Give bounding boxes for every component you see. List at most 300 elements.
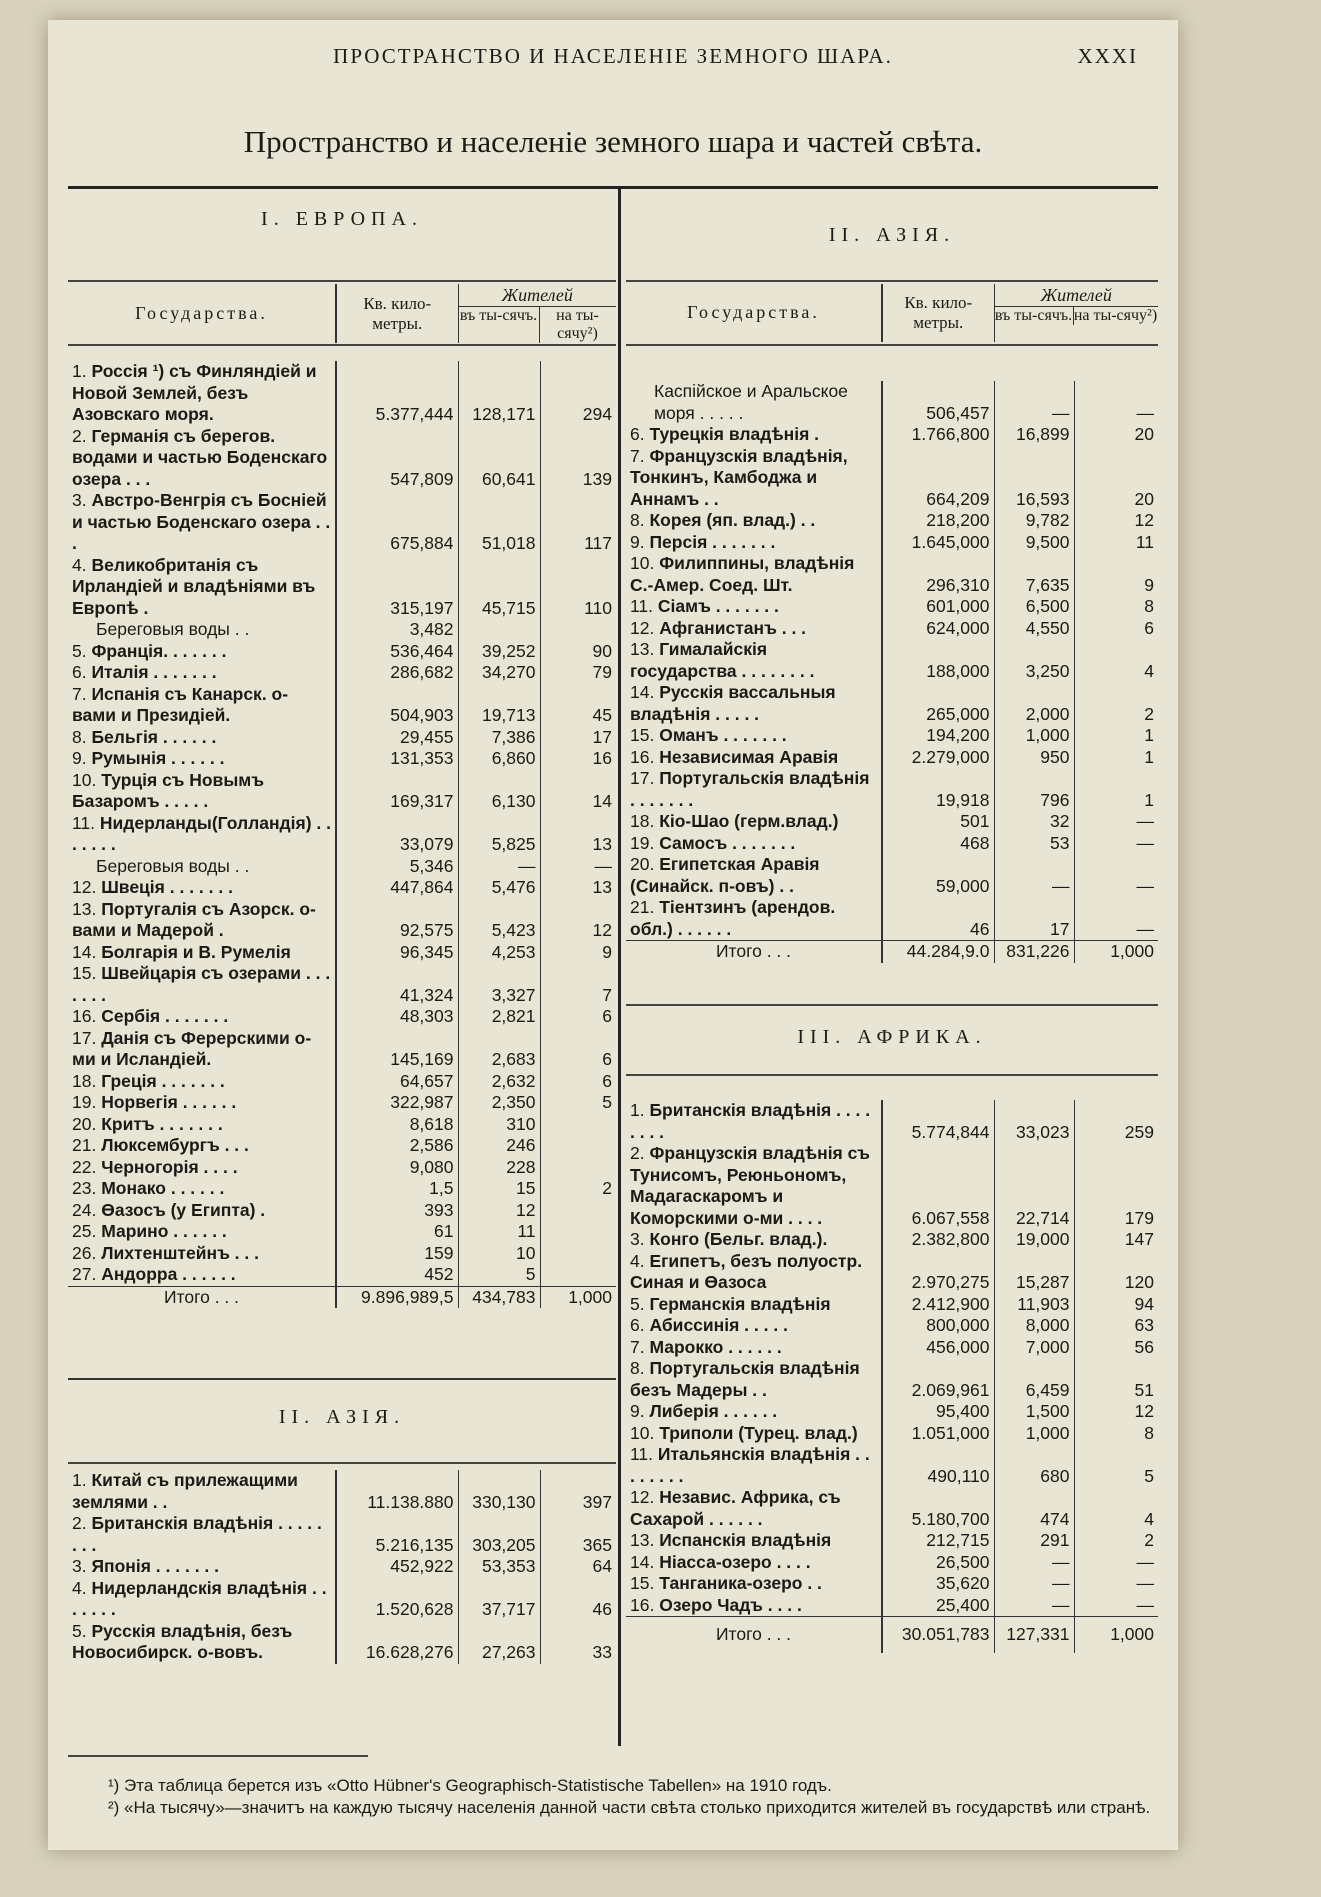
asia-right-per: 6 bbox=[1074, 618, 1158, 640]
asia-left-area: 16.628,276 bbox=[336, 1621, 458, 1664]
asia-left-top-rule bbox=[68, 1378, 616, 1380]
asia-right-name bbox=[626, 510, 882, 532]
state-name: Данія съ Ферерскими о-ми и Исландіей. bbox=[72, 1027, 312, 1069]
row-number: 27. bbox=[72, 1264, 102, 1284]
row-number: 1. bbox=[72, 361, 92, 381]
europe-pop: 310 bbox=[458, 1114, 540, 1136]
asia-left-area: 11.138.880 bbox=[336, 1470, 458, 1513]
europe-per: 139 bbox=[540, 426, 616, 491]
europe-total-pop: 434,783 bbox=[458, 1286, 540, 1308]
asia-right-pop: 1,000 bbox=[994, 725, 1074, 747]
africa-pop: — bbox=[994, 1573, 1074, 1595]
asia-right-name bbox=[626, 532, 882, 554]
asia-left-name bbox=[68, 1556, 336, 1578]
state-name: Андорра . . . . . . bbox=[101, 1264, 236, 1284]
right-column bbox=[626, 196, 1158, 1644]
europe-name bbox=[68, 1114, 336, 1136]
africa-total-area: 30.051,783 bbox=[882, 1617, 994, 1653]
europe-area: 536,464 bbox=[336, 641, 458, 663]
row-number: 2. bbox=[72, 1513, 92, 1533]
africa-row bbox=[626, 1251, 1158, 1294]
state-name: Швейцарія съ озерами . . . . . . . bbox=[72, 963, 331, 1005]
asia-right-area: 188,000 bbox=[882, 639, 994, 682]
europe-pop: 3,327 bbox=[458, 963, 540, 1006]
africa-area: 95,400 bbox=[882, 1401, 994, 1423]
europe-name bbox=[68, 963, 336, 1006]
asia-left-pop: 27,263 bbox=[458, 1621, 540, 1664]
europe-pop: 5,476 bbox=[458, 877, 540, 899]
row-number: 4. bbox=[72, 1577, 92, 1598]
state-name: Итальянскія владѣнія . . . . . . . . bbox=[630, 1444, 870, 1486]
asia-right-row bbox=[626, 811, 1158, 833]
europe-area: 145,169 bbox=[336, 1028, 458, 1071]
row-number: 17. bbox=[630, 768, 660, 788]
asia-right-per: 2 bbox=[1074, 682, 1158, 725]
asia-right-per: 1 bbox=[1074, 725, 1158, 747]
asia-right-row bbox=[626, 639, 1158, 682]
row-number: 6. bbox=[630, 1315, 650, 1335]
state-name: Египетская Аравія (Синайск. п-овъ) . . bbox=[630, 854, 820, 896]
europe-row bbox=[68, 662, 616, 684]
europe-pop: 2,350 bbox=[458, 1092, 540, 1114]
europe-area: 169,317 bbox=[336, 770, 458, 813]
africa-row bbox=[626, 1337, 1158, 1359]
row-number: 24. bbox=[72, 1199, 102, 1220]
europe-row bbox=[68, 641, 616, 663]
europe-pop: 6,130 bbox=[458, 770, 540, 813]
europe-per: 14 bbox=[540, 770, 616, 813]
europe-row bbox=[68, 877, 616, 899]
africa-per: 4 bbox=[1074, 1487, 1158, 1530]
africa-row bbox=[626, 1401, 1158, 1423]
africa-pop: 1,000 bbox=[994, 1423, 1074, 1445]
asia-right-name bbox=[626, 618, 882, 640]
row-number: 8. bbox=[72, 726, 92, 747]
row-number: 19. bbox=[72, 1092, 102, 1112]
africa-total-per: 1,000 bbox=[1074, 1617, 1158, 1653]
asia-right-pop: 950 bbox=[994, 747, 1074, 769]
africa-name bbox=[626, 1401, 882, 1423]
state-name: Турецкія владѣнія . bbox=[649, 424, 820, 444]
asia-left-row bbox=[68, 1578, 616, 1621]
state-name: Тіентзинъ (арендов. обл.) . . . . . . bbox=[630, 897, 836, 939]
africa-area: 25,400 bbox=[882, 1595, 994, 1617]
asia-left-name bbox=[68, 1621, 336, 1664]
europe-area: 9,080 bbox=[336, 1157, 458, 1179]
europe-area: 131,353 bbox=[336, 748, 458, 770]
footnote-2: ²) «На тысячу»—значитъ на каждую тысячу населенія данной части свѣта столько приходится жителей въ государствѣ или странѣ. bbox=[108, 1797, 1151, 1817]
europe-row bbox=[68, 813, 616, 856]
europe-per bbox=[540, 619, 616, 641]
row-number: 15. bbox=[630, 1573, 660, 1593]
europe-per bbox=[540, 1264, 616, 1286]
asia-right-area: 46 bbox=[882, 897, 994, 941]
asia-area-header: Кв. кило-метры. bbox=[882, 284, 994, 342]
europe-area: 159 bbox=[336, 1243, 458, 1265]
asia-right-pop: 6,500 bbox=[994, 596, 1074, 618]
title-rule bbox=[68, 186, 1158, 189]
state-name: Ніасса-озеро . . . . bbox=[659, 1551, 811, 1572]
state-name: Монако . . . . . . bbox=[101, 1178, 225, 1198]
africa-per: — bbox=[1074, 1552, 1158, 1574]
asia-per-thousand-header: на ты-сячу²) bbox=[1073, 307, 1158, 324]
state-name: Оманъ . . . . . . . bbox=[659, 725, 787, 745]
footnote-1: ¹) Эта таблица берется изъ «Otto Hübner's Geographisch-Statistische Tabellen» на 1910 годъ. bbox=[108, 1775, 832, 1795]
europe-row bbox=[68, 1157, 616, 1179]
row-number: 7. bbox=[630, 445, 650, 466]
state-name: Египетъ, безъ полуостр. Синая и Өазоса bbox=[630, 1250, 863, 1292]
asia-right-area: 194,200 bbox=[882, 725, 994, 747]
state-name: Самосъ . . . . . . . bbox=[659, 832, 796, 853]
asia-right-per: — bbox=[1074, 854, 1158, 897]
africa-pop: 15,287 bbox=[994, 1251, 1074, 1294]
asia-left-name bbox=[68, 1513, 336, 1556]
asia-right-area: 501 bbox=[882, 811, 994, 833]
africa-name bbox=[626, 1573, 882, 1595]
asia-right-table bbox=[626, 381, 1158, 963]
state-name: Либерія . . . . . . bbox=[649, 1401, 778, 1421]
state-name: Румынія . . . . . . bbox=[91, 748, 225, 768]
state-name: Японія . . . . . . . bbox=[91, 1556, 220, 1576]
row-number: 12. bbox=[630, 1487, 660, 1507]
africa-per: 51 bbox=[1074, 1358, 1158, 1401]
africa-row bbox=[626, 1100, 1158, 1143]
europe-row bbox=[68, 727, 616, 749]
africa-name bbox=[626, 1337, 882, 1359]
asia-right-pop: 16,899 bbox=[994, 424, 1074, 446]
asia-right-name bbox=[626, 768, 882, 811]
asia-right-row bbox=[626, 446, 1158, 511]
row-number: 9. bbox=[630, 1401, 650, 1421]
asia-right-name bbox=[626, 811, 882, 833]
state-name: Португалія съ Азорск. о-вами и Мадерой . bbox=[72, 898, 316, 940]
africa-name bbox=[626, 1487, 882, 1530]
europe-per: 6 bbox=[540, 1028, 616, 1071]
asia-right-pop: 4,550 bbox=[994, 618, 1074, 640]
africa-name bbox=[626, 1229, 882, 1251]
asia-right-row bbox=[626, 510, 1158, 532]
africa-rule bbox=[626, 1074, 1158, 1076]
africa-row bbox=[626, 1444, 1158, 1487]
europe-area: 504,903 bbox=[336, 684, 458, 727]
europe-per bbox=[540, 1114, 616, 1136]
europe-name: Береговыя воды . . bbox=[96, 619, 250, 639]
state-name: Британскія владѣнія . . . . . . . . bbox=[630, 1100, 871, 1142]
asia-right-pop: 2,000 bbox=[994, 682, 1074, 725]
asia-right-name bbox=[626, 833, 882, 855]
state-name: Германскія владѣнія bbox=[649, 1293, 831, 1314]
europe-name bbox=[68, 877, 336, 899]
europe-name bbox=[68, 1006, 336, 1028]
row-number: 6. bbox=[630, 424, 650, 444]
asia-right-header bbox=[626, 284, 1158, 342]
row-number: 14. bbox=[630, 1551, 660, 1572]
asia-header-bottom-rule bbox=[626, 344, 1158, 346]
africa-name bbox=[626, 1251, 882, 1294]
state-name: Испанія съ Канарск. о-вами и Президіей. bbox=[72, 683, 289, 725]
europe-area: 315,197 bbox=[336, 555, 458, 620]
state-name: Нидерландскія владѣнія . . . . . . . bbox=[72, 1577, 327, 1619]
state-name: Танганика-озеро . . bbox=[659, 1573, 822, 1593]
state-name: Великобританія съ Ирландіей и владѣніями въ Европѣ . bbox=[72, 554, 316, 618]
europe-per: 117 bbox=[540, 490, 616, 555]
europe-row bbox=[68, 856, 616, 878]
asia-left-section bbox=[68, 1378, 616, 1662]
africa-per: 120 bbox=[1074, 1251, 1158, 1294]
europe-per: 16 bbox=[540, 748, 616, 770]
africa-section bbox=[626, 1004, 1158, 1644]
africa-pop: 19,000 bbox=[994, 1229, 1074, 1251]
asia-left-pop: 330,130 bbox=[458, 1470, 540, 1513]
europe-total-label: Итого . . . bbox=[163, 1286, 240, 1307]
africa-area: 1.051,000 bbox=[882, 1423, 994, 1445]
asia-right-name bbox=[626, 682, 882, 725]
europe-per: 6 bbox=[540, 1071, 616, 1093]
europe-pop bbox=[458, 619, 540, 641]
state-name: Испанскія владѣнія bbox=[659, 1530, 832, 1550]
europe-pop: 51,018 bbox=[458, 490, 540, 555]
asia-right-pop: 9,782 bbox=[994, 510, 1074, 532]
africa-per: 2 bbox=[1074, 1530, 1158, 1552]
asia-right-pop: 7,635 bbox=[994, 553, 1074, 596]
state-name: Триполи (Турец. влад.) bbox=[659, 1422, 858, 1443]
africa-name bbox=[626, 1444, 882, 1487]
europe-per: 13 bbox=[540, 813, 616, 856]
row-number: 3. bbox=[72, 490, 92, 510]
africa-row bbox=[626, 1595, 1158, 1617]
asia-left-name bbox=[68, 1470, 336, 1513]
africa-row bbox=[626, 1423, 1158, 1445]
europe-pop: 4,253 bbox=[458, 942, 540, 964]
africa-name bbox=[626, 1530, 882, 1552]
europe-name bbox=[68, 684, 336, 727]
asia-left-per: 46 bbox=[540, 1578, 616, 1621]
asia-right-row bbox=[626, 532, 1158, 554]
europe-pop: 6,860 bbox=[458, 748, 540, 770]
europe-row bbox=[68, 555, 616, 620]
africa-name bbox=[626, 1595, 882, 1617]
row-number: 3. bbox=[72, 1556, 92, 1576]
row-number: 16. bbox=[630, 746, 660, 767]
asia-pop-thousands-header: въ ты-сячъ. bbox=[994, 307, 1073, 324]
asia-left-per: 365 bbox=[540, 1513, 616, 1556]
page-title: Пространство и населеніе земного шара и частей свѣта. bbox=[243, 124, 983, 159]
africa-pop: — bbox=[994, 1552, 1074, 1574]
state-name: Критъ . . . . . . . bbox=[101, 1113, 223, 1134]
europe-per: 79 bbox=[540, 662, 616, 684]
europe-name bbox=[68, 748, 336, 770]
row-number: 14. bbox=[630, 682, 660, 702]
europe-per: 13 bbox=[540, 877, 616, 899]
europe-row bbox=[68, 490, 616, 555]
state-name: Марино . . . . . . bbox=[101, 1221, 227, 1241]
africa-pop: 33,023 bbox=[994, 1100, 1074, 1143]
africa-row bbox=[626, 1294, 1158, 1316]
asia-right-name bbox=[626, 446, 882, 511]
africa-row bbox=[626, 1143, 1158, 1229]
row-number: 20. bbox=[72, 1113, 102, 1134]
asia-right-row bbox=[626, 747, 1158, 769]
europe-per: — bbox=[540, 856, 616, 878]
asia-right-row bbox=[626, 381, 1158, 424]
africa-top-rule bbox=[626, 1004, 1158, 1006]
africa-area: 2.970,275 bbox=[882, 1251, 994, 1294]
row-number: 23. bbox=[72, 1178, 102, 1198]
asia-right-pop: 16,593 bbox=[994, 446, 1074, 511]
state-name: Независ. Африка, съ Сахарой . . . . . . bbox=[630, 1487, 841, 1529]
europe-per: 9 bbox=[540, 942, 616, 964]
africa-area: 2.412,900 bbox=[882, 1294, 994, 1316]
row-number: 15. bbox=[630, 725, 660, 745]
europe-area: 1,5 bbox=[336, 1178, 458, 1200]
europe-row bbox=[68, 1178, 616, 1200]
europe-area: 447,864 bbox=[336, 877, 458, 899]
asia-right-area: 19,918 bbox=[882, 768, 994, 811]
europe-pop: 2,821 bbox=[458, 1006, 540, 1028]
europe-row bbox=[68, 1135, 616, 1157]
africa-area: 6.067,558 bbox=[882, 1143, 994, 1229]
europe-area: 61 bbox=[336, 1221, 458, 1243]
asia-left-title: II. АЗІЯ. bbox=[278, 1406, 406, 1428]
row-number: 6. bbox=[72, 662, 92, 682]
africa-row bbox=[626, 1573, 1158, 1595]
state-name: Сіамъ . . . . . . . bbox=[657, 596, 779, 616]
africa-area: 456,000 bbox=[882, 1337, 994, 1359]
row-number: 17. bbox=[72, 1027, 102, 1048]
asia-right-pop: — bbox=[994, 381, 1074, 424]
europe-pop: 12 bbox=[458, 1200, 540, 1222]
row-number: 12. bbox=[630, 617, 660, 638]
state-name: Афганистанъ . . . bbox=[659, 617, 807, 638]
asia-total-per: 1,000 bbox=[1074, 941, 1158, 963]
page-number: XXXI bbox=[1077, 44, 1138, 68]
europe-name bbox=[68, 813, 336, 856]
europe-area: 322,987 bbox=[336, 1092, 458, 1114]
asia-right-per: 20 bbox=[1074, 446, 1158, 511]
state-name: Италія . . . . . . . bbox=[91, 662, 217, 682]
column-separator bbox=[618, 186, 621, 1746]
row-number: 1. bbox=[630, 1100, 650, 1120]
row-number: 21. bbox=[72, 1135, 102, 1155]
africa-area: 2.382,800 bbox=[882, 1229, 994, 1251]
europe-name: Береговыя воды . . bbox=[96, 855, 250, 876]
population-header: Жителей bbox=[459, 284, 617, 307]
row-number: 26. bbox=[72, 1242, 102, 1263]
state-name: Озеро Чадъ . . . . bbox=[659, 1594, 802, 1615]
europe-per bbox=[540, 1135, 616, 1157]
asia-right-row bbox=[626, 682, 1158, 725]
asia-right-name bbox=[626, 897, 882, 941]
asia-right-area: 624,000 bbox=[882, 618, 994, 640]
europe-row bbox=[68, 1006, 616, 1028]
europe-name bbox=[68, 727, 336, 749]
europe-row bbox=[68, 942, 616, 964]
africa-per: — bbox=[1074, 1595, 1158, 1617]
europe-row bbox=[68, 899, 616, 942]
asia-right-area: 1.766,800 bbox=[882, 424, 994, 446]
africa-per: 147 bbox=[1074, 1229, 1158, 1251]
europe-per: 7 bbox=[540, 963, 616, 1006]
asia-right-per: 1 bbox=[1074, 747, 1158, 769]
state-name: Русскія вассальныя владѣнія . . . . . bbox=[630, 682, 836, 724]
africa-per: 94 bbox=[1074, 1294, 1158, 1316]
state-name: Кіо-Шао (герм.влад.) bbox=[659, 811, 839, 831]
state-name: Португальскія владѣнія безъ Мадеры . . bbox=[630, 1358, 860, 1400]
africa-name bbox=[626, 1143, 882, 1229]
asia-right-name bbox=[626, 725, 882, 747]
row-number: 7. bbox=[72, 683, 92, 704]
europe-per: 45 bbox=[540, 684, 616, 727]
europe-name bbox=[68, 361, 336, 426]
row-number: 9. bbox=[72, 748, 92, 768]
europe-name bbox=[68, 1221, 336, 1243]
state-name: Британскія владѣнія . . . . . . . . bbox=[72, 1513, 322, 1555]
europe-per: 6 bbox=[540, 1006, 616, 1028]
asia-right-row bbox=[626, 833, 1158, 855]
row-number: 8. bbox=[630, 1358, 650, 1378]
europe-area: 8,618 bbox=[336, 1114, 458, 1136]
asia-population-header: Жителей bbox=[995, 284, 1159, 307]
state-name: Корея (яп. влад.) . . bbox=[649, 510, 816, 530]
pop-thousands-header: въ ты-сячъ. bbox=[459, 307, 538, 324]
europe-title: I. ЕВРОПА. bbox=[261, 208, 423, 230]
asia-state-header: Государства. bbox=[687, 302, 820, 323]
europe-name bbox=[68, 1135, 336, 1157]
europe-row bbox=[68, 361, 616, 426]
africa-per: 8 bbox=[1074, 1423, 1158, 1445]
row-number: 2. bbox=[630, 1143, 650, 1163]
state-name: Марокко . . . . . . bbox=[649, 1336, 782, 1357]
state-name: Норвегія . . . . . . bbox=[101, 1092, 237, 1112]
africa-per: 56 bbox=[1074, 1337, 1158, 1359]
asia-right-area: 59,000 bbox=[882, 854, 994, 897]
africa-area: 5.774,844 bbox=[882, 1100, 994, 1143]
europe-row bbox=[68, 1243, 616, 1265]
europe-area: 29,455 bbox=[336, 727, 458, 749]
africa-total-pop: 127,331 bbox=[994, 1617, 1074, 1653]
asia-left-area: 5.216,135 bbox=[336, 1513, 458, 1556]
europe-name bbox=[68, 1200, 336, 1222]
europe-pop: 2,632 bbox=[458, 1071, 540, 1093]
africa-title: III. АФРИКА. bbox=[797, 1026, 987, 1048]
europe-row bbox=[68, 1200, 616, 1222]
asia-right-title: II. АЗІЯ. bbox=[828, 224, 956, 246]
row-number: 10. bbox=[630, 1422, 660, 1443]
europe-pop: — bbox=[458, 856, 540, 878]
africa-pop: 7,000 bbox=[994, 1337, 1074, 1359]
europe-row bbox=[68, 963, 616, 1006]
state-name: Өазосъ (у Египта) . bbox=[101, 1199, 266, 1220]
asia-right-row bbox=[626, 553, 1158, 596]
running-head: ПРОСТРАНСТВО И НАСЕЛЕНІЕ ЗЕМНОГО ШАРА. bbox=[333, 44, 893, 68]
header-rule bbox=[68, 280, 616, 282]
europe-area: 96,345 bbox=[336, 942, 458, 964]
europe-name bbox=[68, 899, 336, 942]
europe-area: 41,324 bbox=[336, 963, 458, 1006]
asia-right-name bbox=[626, 639, 882, 682]
asia-left-area: 452,922 bbox=[336, 1556, 458, 1578]
europe-area: 675,884 bbox=[336, 490, 458, 555]
africa-name bbox=[626, 1100, 882, 1143]
europe-pop: 45,715 bbox=[458, 555, 540, 620]
asia-right-row bbox=[626, 854, 1158, 897]
europe-row bbox=[68, 1071, 616, 1093]
asia-left-per: 397 bbox=[540, 1470, 616, 1513]
europe-pop: 246 bbox=[458, 1135, 540, 1157]
europe-pop: 2,683 bbox=[458, 1028, 540, 1071]
row-number: 13. bbox=[630, 1530, 660, 1550]
europe-pop: 7,386 bbox=[458, 727, 540, 749]
